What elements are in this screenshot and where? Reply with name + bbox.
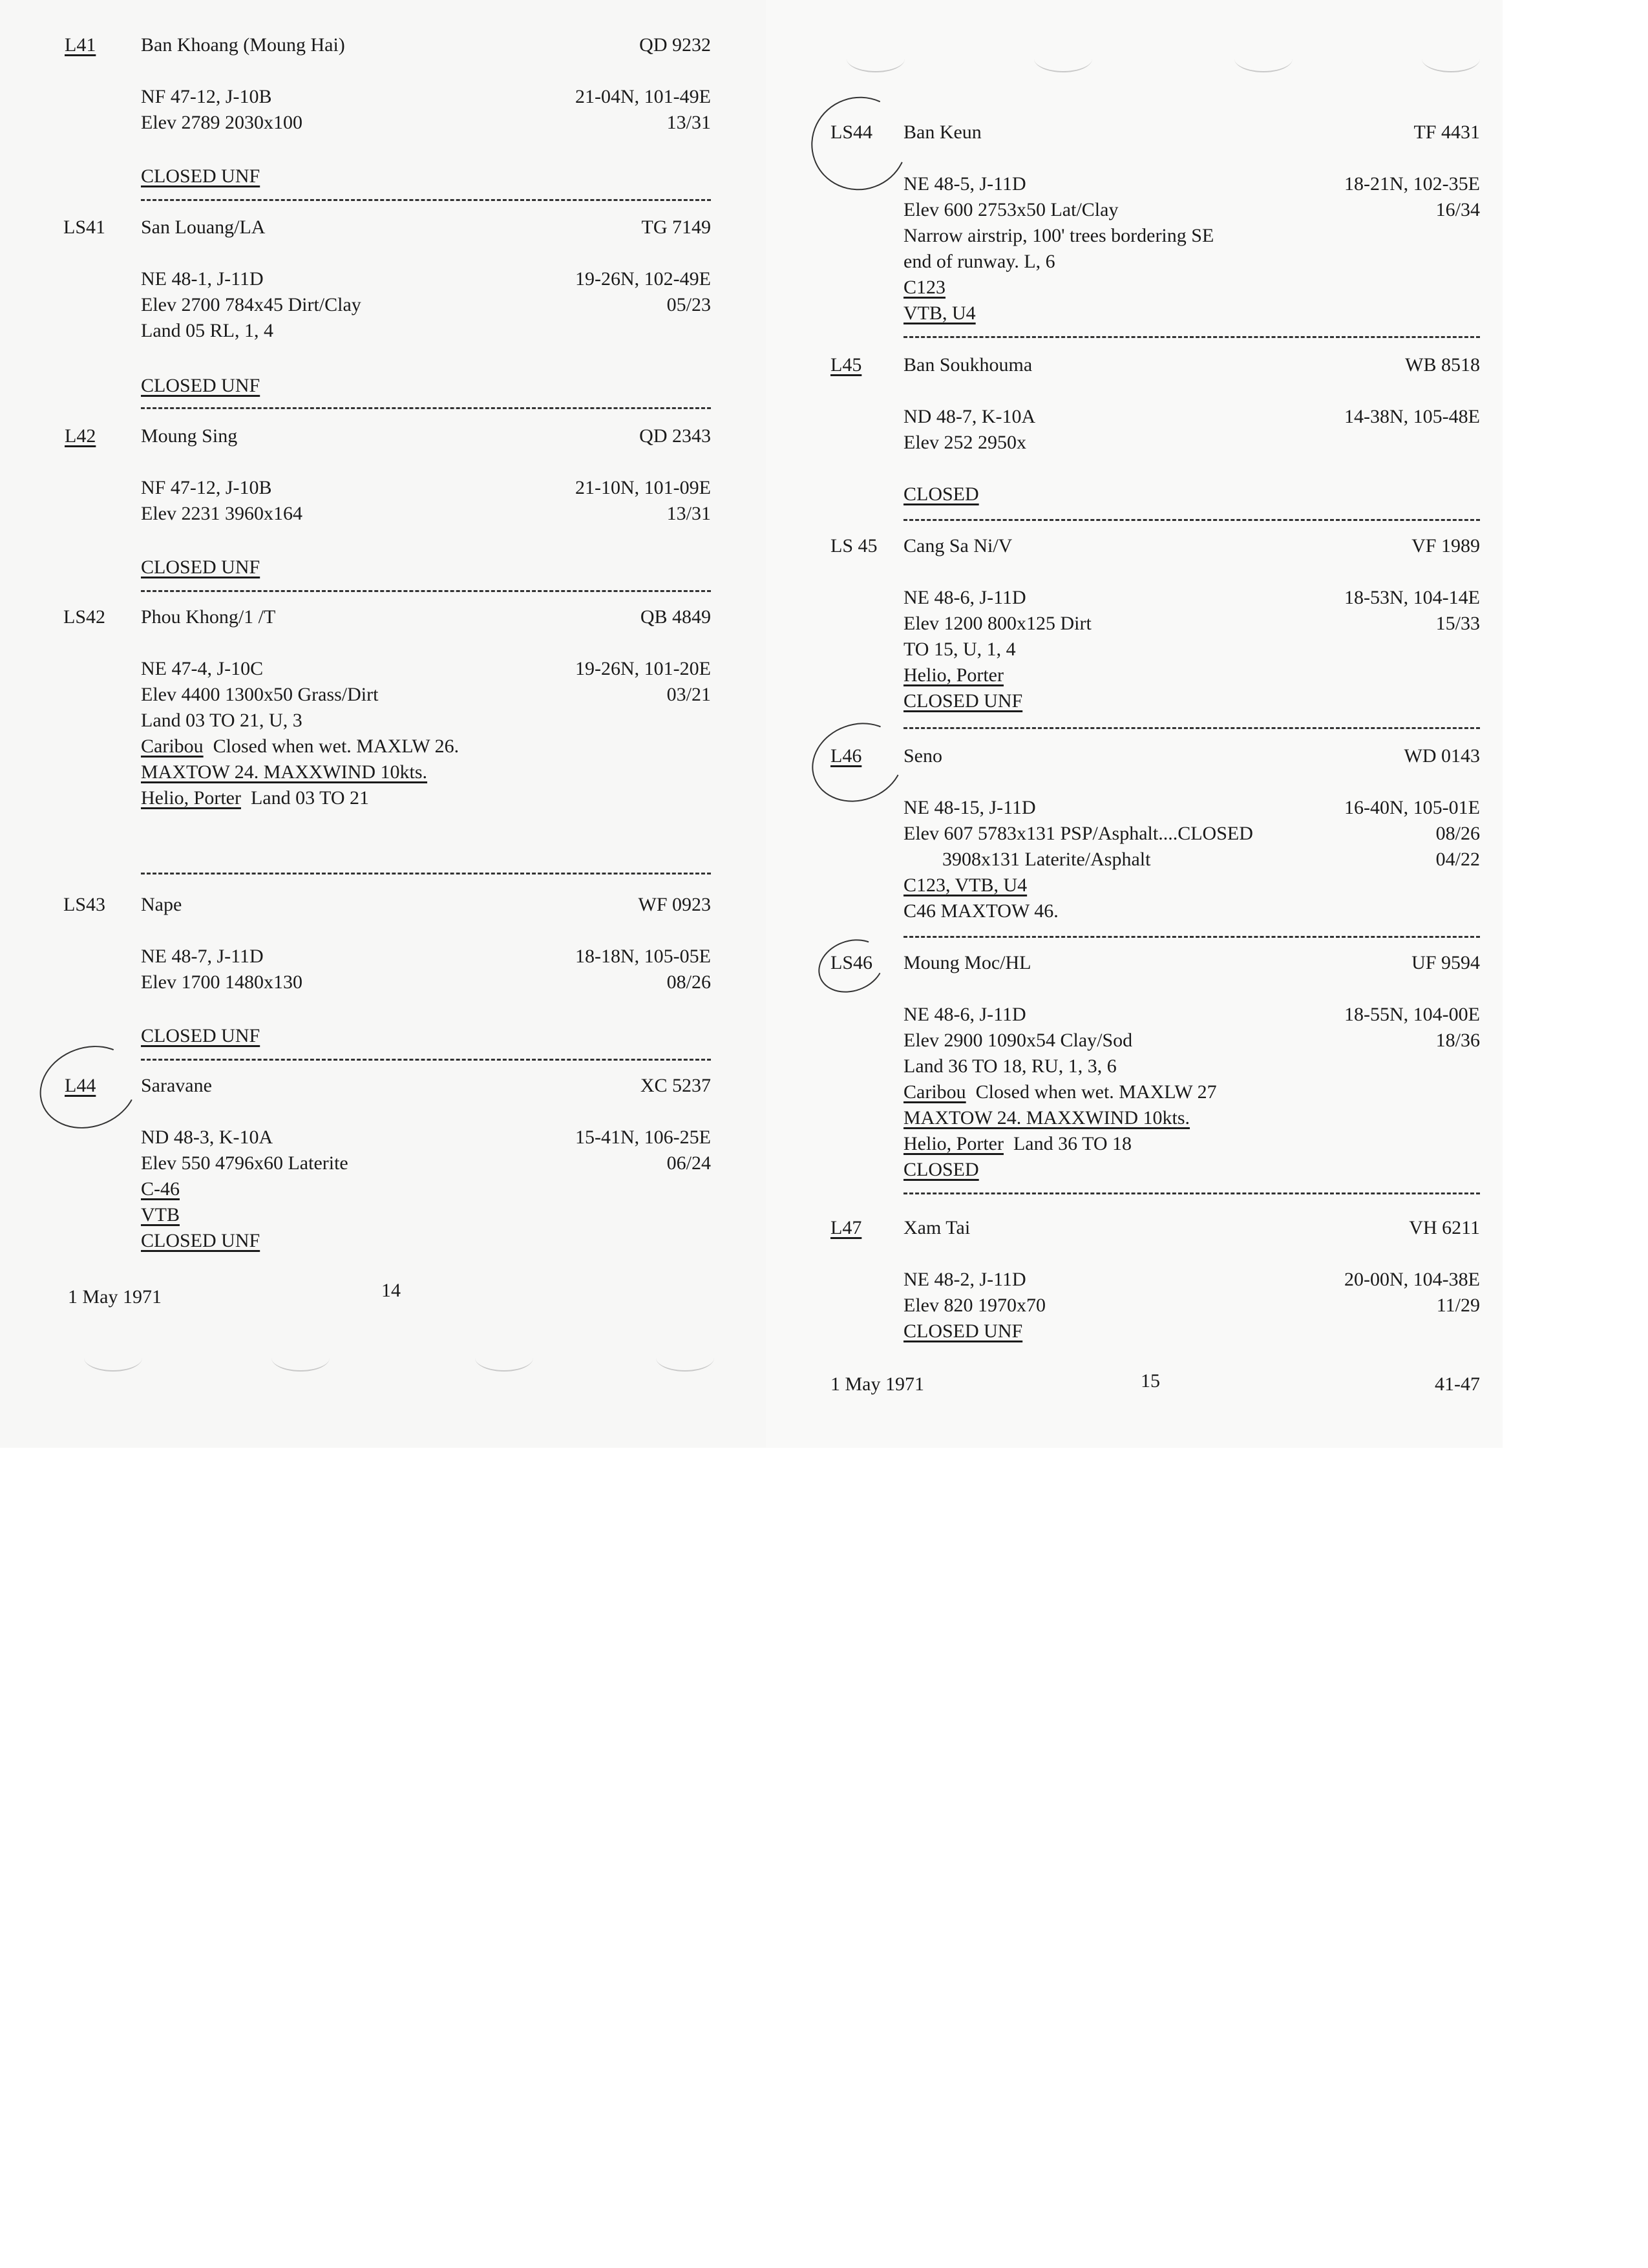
divider xyxy=(903,336,1480,338)
site-code: L46 xyxy=(830,745,862,767)
runway-heading: 03/21 xyxy=(666,684,711,705)
page-15 xyxy=(827,0,1480,1422)
aircraft-type: Helio, Porter xyxy=(903,664,1004,686)
entry-l46 xyxy=(827,743,1480,950)
site-code: LS42 xyxy=(63,606,106,628)
site-name: Moung Sing xyxy=(141,425,238,447)
site-code: L41 xyxy=(65,34,96,56)
runway-heading: 06/24 xyxy=(666,1152,711,1174)
aircraft-type: C123, VTB, U4 xyxy=(903,874,1028,896)
elevation: Elev 820 1970x70 xyxy=(903,1295,1046,1316)
entry-l44 xyxy=(65,1073,711,1267)
site-name: Nape xyxy=(141,894,182,915)
elevation: Elev 2900 1090x54 Clay/Sod xyxy=(903,1030,1133,1051)
chart-ref: NE 48-6, J-11D xyxy=(903,1004,1026,1025)
runway-heading: 04/22 xyxy=(1435,849,1480,870)
elevation: Elev 2789 2030x100 xyxy=(141,112,302,133)
aircraft-type: Helio, Porter xyxy=(903,1133,1004,1154)
site-code: LS46 xyxy=(830,952,873,973)
page-range: 41-47 xyxy=(1435,1373,1480,1395)
elevation: Elev 4400 1300x50 Grass/Dirt xyxy=(141,684,379,705)
site-code: L47 xyxy=(830,1217,862,1238)
site-code: L44 xyxy=(65,1075,96,1096)
page-number: 15 xyxy=(1141,1370,1160,1392)
landing-info: Land 36 TO 18, RU, 1, 3, 6 xyxy=(903,1055,1117,1077)
landing-info: Land 05 RL, 1, 4 xyxy=(141,320,273,341)
site-code: L45 xyxy=(830,354,862,376)
site-name: Ban Keun xyxy=(903,122,982,143)
grid-ref: WB 8518 xyxy=(1405,354,1480,376)
runway-heading: 08/26 xyxy=(666,971,711,993)
site-name: Xam Tai xyxy=(903,1217,971,1238)
site-code: LS41 xyxy=(63,217,106,238)
chart-ref: NE 48-7, J-11D xyxy=(141,946,264,967)
runway-heading: 08/26 xyxy=(1435,823,1480,844)
elevation: Elev 252 2950x xyxy=(903,432,1026,453)
divider xyxy=(141,590,711,592)
status: CLOSED UNF xyxy=(903,1320,1023,1342)
status: CLOSED xyxy=(903,483,979,505)
grid-ref: TG 7149 xyxy=(641,217,711,238)
grid-ref: WF 0923 xyxy=(638,894,711,915)
grid-ref: QD 2343 xyxy=(639,425,711,447)
site-name: Moung Moc/HL xyxy=(903,952,1031,973)
aircraft-type: Caribou xyxy=(903,1081,966,1103)
coordinates: 18-53N, 104-14E xyxy=(1344,587,1480,608)
entry-ls42 xyxy=(65,604,711,876)
restriction: C46 MAXTOW 46. xyxy=(903,900,1059,922)
runway-heading: 13/31 xyxy=(666,503,711,524)
runway-heading: 18/36 xyxy=(1435,1030,1480,1051)
site-name: Ban Khoang (Moung Hai) xyxy=(141,34,345,56)
grid-ref: XC 5237 xyxy=(640,1075,711,1096)
chart-ref: NE 48-5, J-11D xyxy=(903,173,1026,195)
takeoff-info: TO 15, U, 1, 4 xyxy=(903,639,1016,660)
grid-ref: VH 6211 xyxy=(1409,1217,1480,1238)
runway-heading: 16/34 xyxy=(1435,199,1480,220)
elevation: Elev 550 4796x60 Laterite xyxy=(141,1152,348,1174)
coordinates: 21-04N, 101-49E xyxy=(575,86,711,107)
landing-info: Land 03 TO 21, U, 3 xyxy=(141,710,302,731)
divider xyxy=(141,407,711,409)
restriction: MAXTOW 24. MAXXWIND 10kts. xyxy=(141,761,428,783)
site-name: Seno xyxy=(903,745,942,767)
elevation: Elev 2231 3960x164 xyxy=(141,503,302,524)
site-code: LS43 xyxy=(63,894,106,915)
grid-ref: WD 0143 xyxy=(1404,745,1480,767)
status: CLOSED UNF xyxy=(141,165,260,187)
chart-ref: ND 48-7, K-10A xyxy=(903,406,1036,427)
chart-ref: NE 48-15, J-11D xyxy=(903,797,1036,818)
footer-date: 1 May 1971 xyxy=(68,1286,162,1308)
restriction: Closed when wet. MAXLW 26. xyxy=(213,736,460,757)
grid-ref: UF 9594 xyxy=(1411,952,1480,973)
divider xyxy=(903,1192,1480,1194)
chart-ref: NE 48-2, J-11D xyxy=(903,1269,1026,1290)
page-number: 14 xyxy=(381,1280,401,1301)
footer-date: 1 May 1971 xyxy=(830,1373,924,1395)
status: CLOSED UNF xyxy=(141,556,260,578)
site-name: San Louang/LA xyxy=(141,217,266,238)
coordinates: 14-38N, 105-48E xyxy=(1344,406,1480,427)
site-code: L42 xyxy=(65,425,96,447)
remarks: end of runway. L, 6 xyxy=(903,251,1055,272)
entry-ls46 xyxy=(827,950,1480,1222)
page-14 xyxy=(65,0,711,1357)
aircraft-type: Helio, Porter xyxy=(141,787,241,809)
entry-l42 xyxy=(65,423,711,591)
chart-ref: NF 47-12, J-10B xyxy=(141,86,272,107)
aircraft-type: VTB, U4 xyxy=(903,302,976,324)
chart-ref: NE 47-4, J-10C xyxy=(141,658,264,679)
coordinates: 18-21N, 102-35E xyxy=(1344,173,1480,195)
runway-heading: 11/29 xyxy=(1436,1295,1480,1316)
coordinates: 18-55N, 104-00E xyxy=(1344,1004,1480,1025)
entry-ls41 xyxy=(65,215,711,421)
divider xyxy=(903,936,1480,938)
elevation: Elev 1200 800x125 Dirt xyxy=(903,613,1092,634)
divider xyxy=(141,199,711,201)
elevation: Elev 600 2753x50 Lat/Clay xyxy=(903,199,1119,220)
coordinates: 16-40N, 105-01E xyxy=(1344,797,1480,818)
divider xyxy=(141,873,711,874)
entry-ls43 xyxy=(65,892,711,1060)
aircraft-type: C-46 xyxy=(141,1178,180,1200)
aircraft-type: C123 xyxy=(903,277,946,298)
entry-ls44 xyxy=(827,120,1480,339)
status: CLOSED UNF xyxy=(141,1230,260,1251)
coordinates: 15-41N, 106-25E xyxy=(575,1127,711,1148)
chart-ref: NE 48-6, J-11D xyxy=(903,587,1026,608)
runway-heading: 13/31 xyxy=(666,112,711,133)
grid-ref: QB 4849 xyxy=(640,606,711,628)
status: CLOSED xyxy=(903,1159,979,1180)
elevation: Elev 1700 1480x130 xyxy=(141,971,302,993)
landing-info: Land 36 TO 18 xyxy=(1013,1133,1132,1154)
restriction: Closed when wet. MAXLW 27 xyxy=(975,1081,1217,1103)
site-name: Saravane xyxy=(141,1075,212,1096)
entry-l41 xyxy=(65,32,711,200)
chart-ref: ND 48-3, K-10A xyxy=(141,1127,273,1148)
coordinates: 19-26N, 101-20E xyxy=(575,658,711,679)
coordinates: 18-18N, 105-05E xyxy=(575,946,711,967)
divider xyxy=(903,519,1480,521)
coordinates: 20-00N, 104-38E xyxy=(1344,1269,1480,1290)
site-code: LS 45 xyxy=(830,535,878,556)
entry-l47 xyxy=(827,1215,1480,1357)
site-code: LS44 xyxy=(830,122,873,143)
elevation: Elev 607 5783x131 PSP/Asphalt....CLOSED xyxy=(903,823,1253,844)
coordinates: 21-10N, 101-09E xyxy=(575,477,711,498)
restriction: MAXTOW 24. MAXXWIND 10kts. xyxy=(903,1107,1190,1129)
site-name: Phou Khong/1 /T xyxy=(141,606,276,628)
chart-ref: NF 47-12, J-10B xyxy=(141,477,272,498)
runway-heading: 05/23 xyxy=(666,294,711,315)
entry-ls45 xyxy=(827,533,1480,740)
aircraft-type: Caribou xyxy=(141,736,204,757)
coordinates: 19-26N, 102-49E xyxy=(575,268,711,290)
grid-ref: QD 9232 xyxy=(639,34,711,56)
divider xyxy=(141,1059,711,1061)
grid-ref: VF 1989 xyxy=(1411,535,1480,556)
elevation: Elev 2700 784x45 Dirt/Clay xyxy=(141,294,361,315)
runway-heading: 15/33 xyxy=(1435,613,1480,634)
remarks: Narrow airstrip, 100' trees bordering SE xyxy=(903,225,1214,246)
aircraft-type: VTB xyxy=(141,1204,180,1225)
grid-ref: TF 4431 xyxy=(1413,122,1480,143)
secondary-runway: 3908x131 Laterite/Asphalt xyxy=(903,849,1151,870)
landing-info: Land 03 TO 21 xyxy=(250,787,370,809)
status: CLOSED UNF xyxy=(141,375,260,396)
site-name: Ban Soukhouma xyxy=(903,354,1033,376)
site-name: Cang Sa Ni/V xyxy=(903,535,1013,556)
divider xyxy=(903,727,1480,729)
entry-l45 xyxy=(827,352,1480,533)
status: CLOSED UNF xyxy=(141,1025,260,1046)
chart-ref: NE 48-1, J-11D xyxy=(141,268,264,290)
status: CLOSED UNF xyxy=(903,690,1023,712)
